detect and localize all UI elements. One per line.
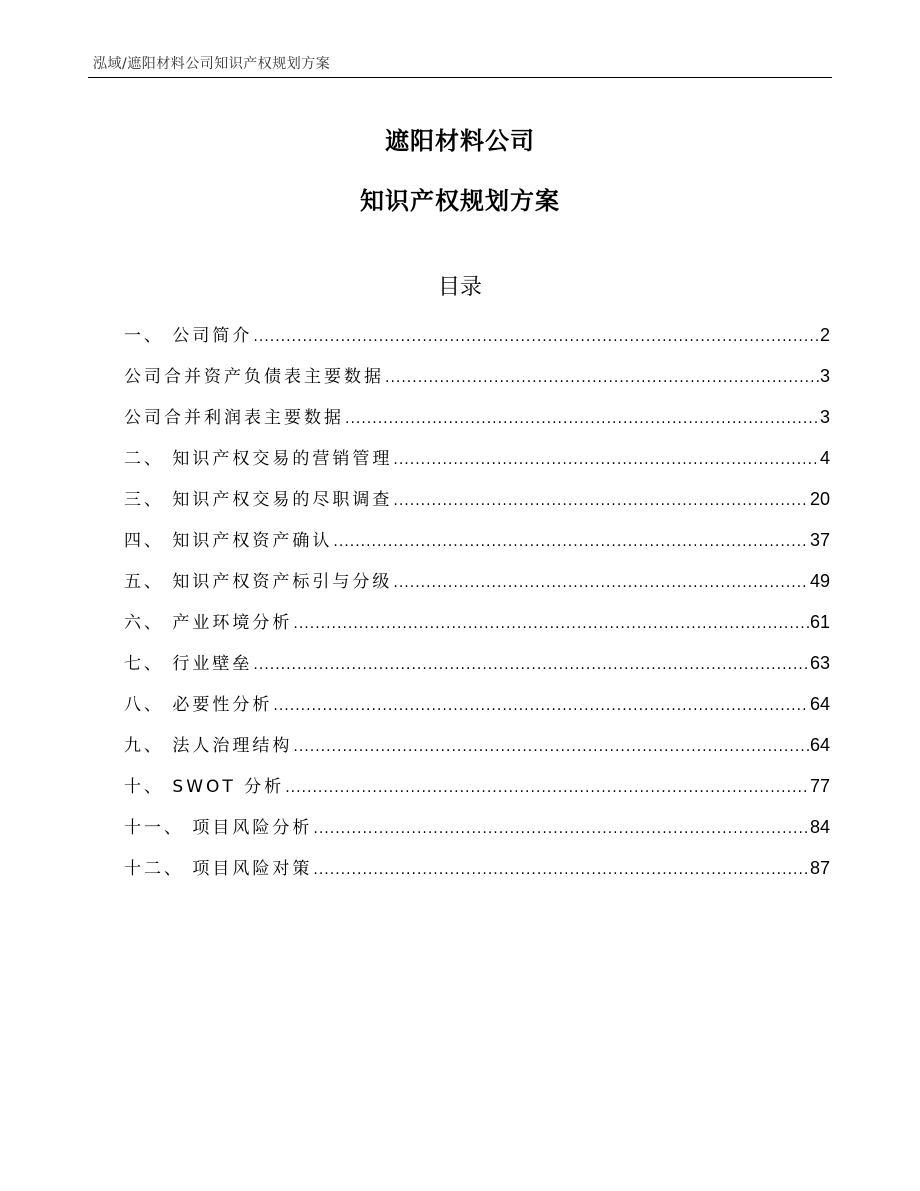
toc-entry-title: 十二、 项目风险对策 bbox=[124, 859, 313, 879]
toc-entry-title: 二、 知识产权交易的营销管理 bbox=[124, 449, 393, 469]
toc-entry-title: 公司合并利润表主要数据 bbox=[124, 408, 344, 428]
toc-entry-page: 64 bbox=[809, 735, 830, 755]
toc-entry-title: 六、 产业环境分析 bbox=[124, 613, 293, 633]
toc-leader-dots bbox=[345, 411, 819, 427]
toc-entry[interactable] bbox=[124, 403, 830, 444]
toc-leader-dots bbox=[385, 370, 819, 386]
toc-entry[interactable] bbox=[124, 526, 830, 567]
toc-entry[interactable] bbox=[124, 321, 830, 362]
toc-entry[interactable] bbox=[124, 731, 830, 772]
toc-entry-page: 64 bbox=[809, 694, 830, 714]
toc-entry-page: 3 bbox=[819, 366, 830, 386]
toc-leader-dots bbox=[393, 452, 819, 468]
toc-leader-dots bbox=[313, 862, 809, 878]
toc-leader-dots bbox=[253, 329, 819, 345]
toc-leader-dots bbox=[333, 534, 809, 550]
toc-entry[interactable] bbox=[124, 567, 830, 608]
toc-entry[interactable] bbox=[124, 608, 830, 649]
toc-leader-dots bbox=[293, 616, 809, 632]
running-header: 泓域/遮阳材料公司知识产权规划方案 bbox=[93, 56, 331, 72]
table-of-contents bbox=[124, 321, 830, 895]
toc-entry-page: 2 bbox=[819, 325, 830, 345]
toc-entry[interactable] bbox=[124, 772, 830, 813]
toc-entry[interactable] bbox=[124, 649, 830, 690]
toc-entry[interactable] bbox=[124, 362, 830, 403]
toc-entry-page: 63 bbox=[809, 653, 830, 673]
toc-entry[interactable] bbox=[124, 444, 830, 485]
toc-entry-title: 十一、 项目风险分析 bbox=[124, 818, 313, 838]
toc-entry-page: 77 bbox=[809, 776, 830, 796]
toc-entry[interactable] bbox=[124, 485, 830, 526]
header-divider bbox=[88, 77, 832, 78]
toc-entry-title: 公司合并资产负债表主要数据 bbox=[124, 367, 384, 387]
document-title: 遮阳材料公司 bbox=[385, 127, 535, 155]
toc-entry-page: 49 bbox=[809, 571, 830, 591]
toc-entry[interactable] bbox=[124, 813, 830, 854]
toc-heading: 目录 bbox=[437, 275, 482, 300]
document-subtitle: 知识产权规划方案 bbox=[360, 187, 560, 215]
toc-leader-dots bbox=[393, 575, 809, 591]
toc-entry-page: 20 bbox=[809, 489, 830, 509]
toc-entry-title: 五、 知识产权资产标引与分级 bbox=[124, 572, 393, 592]
toc-leader-dots bbox=[285, 780, 809, 796]
toc-entry[interactable] bbox=[124, 690, 830, 731]
toc-entry-title: 九、 法人治理结构 bbox=[124, 736, 293, 756]
toc-leader-dots bbox=[253, 657, 809, 673]
toc-entry-page: 87 bbox=[809, 858, 830, 878]
toc-entry-page: 61 bbox=[809, 612, 830, 632]
toc-entry-title: 十、 SWOT 分析 bbox=[124, 777, 285, 797]
toc-leader-dots bbox=[313, 821, 809, 837]
toc-entry-title: 七、 行业壁垒 bbox=[124, 654, 253, 674]
toc-entry-title: 八、 必要性分析 bbox=[124, 695, 273, 715]
toc-entry-page: 84 bbox=[809, 817, 830, 837]
toc-entry-title: 四、 知识产权资产确认 bbox=[124, 531, 333, 551]
toc-leader-dots bbox=[393, 493, 809, 509]
toc-entry[interactable] bbox=[124, 854, 830, 895]
toc-entry-title: 三、 知识产权交易的尽职调查 bbox=[124, 490, 393, 510]
toc-entry-page: 37 bbox=[809, 530, 830, 550]
toc-entry-page: 4 bbox=[819, 448, 830, 468]
toc-entry-page: 3 bbox=[819, 407, 830, 427]
toc-leader-dots bbox=[293, 739, 809, 755]
toc-leader-dots bbox=[273, 698, 809, 714]
toc-entry-title: 一、 公司简介 bbox=[124, 326, 253, 346]
